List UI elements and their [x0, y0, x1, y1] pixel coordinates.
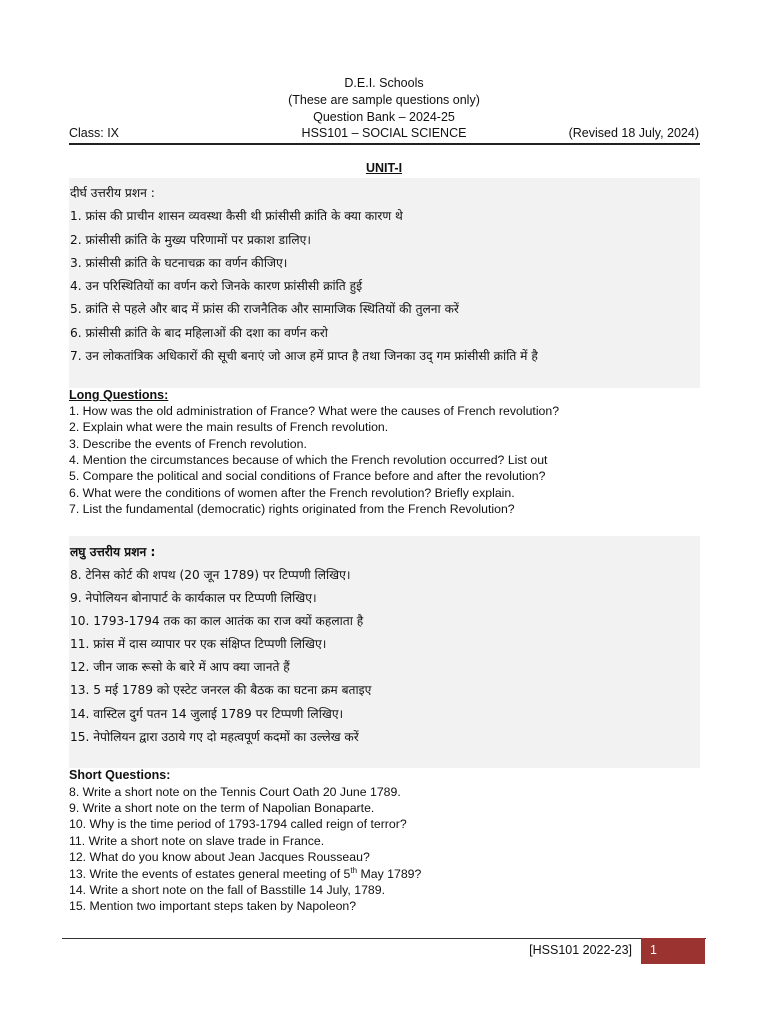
short-question-item: 14. Write a short note on the fall of Basstille 14 July, 1789. [69, 883, 386, 897]
short-questions-heading: Short Questions: [69, 768, 171, 782]
hindi-long-item: 2. फ्रांसीसी क्रांति के मुख्य परिणामों पर प्रकाश डालिए। [70, 233, 312, 247]
hindi-short-questions-block [69, 536, 700, 768]
short-question-text: 13. Write the events of estates general meeting of 5 [69, 867, 351, 882]
hindi-long-questions-block [69, 178, 700, 388]
long-question-item: 2. Explain what were the main results of French revolution. [69, 420, 389, 434]
short-question-item: 11. Write a short note on slave trade in France. [69, 834, 325, 848]
hindi-long-item: 6. फ्रांसीसी क्रांति के बाद महिलाओं की दशा का वर्णन करो [70, 326, 328, 340]
page-number-badge [641, 938, 705, 964]
footer-code: [HSS101 2022-23] [529, 943, 632, 957]
hindi-short-item: 11. फ्रांस में दास व्यापार पर एक संक्षिप्त टिप्पणी लिखिए। [70, 637, 327, 651]
hindi-long-heading: दीर्घ उत्तरीय प्रशन : [70, 186, 155, 200]
question-bank-title: Question Bank – 2024-25 [313, 110, 455, 124]
hindi-short-item: 12. जीन जाक रूसो के बारे में आप क्या जानते हैं [70, 660, 290, 674]
hindi-short-item: 14. वास्टिल दुर्ग पतन 14 जुलाई 1789 पर टिप्पणी लिखिए। [70, 707, 344, 721]
header-divider [69, 143, 700, 145]
school-name: D.E.I. Schools [344, 76, 424, 90]
long-question-item: 3. Describe the events of French revolution. [69, 437, 307, 451]
long-questions-heading: Long Questions: [69, 388, 169, 402]
hindi-short-item: 8. टेनिस कोर्ट की शपथ (20 जून 1789) पर टिप्पणी लिखिए। [70, 568, 351, 582]
short-question-item: 8. Write a short note on the Tennis Court Oath 20 June 1789. [69, 785, 401, 799]
short-question-item [69, 866, 421, 881]
long-question-item: 6. What were the conditions of women after the French revolution? Briefly explain. [69, 486, 515, 500]
hindi-long-item: 3. फ्रांसीसी क्रांति के घटनाचक्र का वर्णन कीजिए। [70, 256, 288, 270]
hindi-long-item: 5. क्रांति से पहले और बाद में फ्रांस की राजनैतिक और सामाजिक स्थितियों की तुलना करें [70, 302, 459, 316]
long-question-item: 1. How was the old administration of France? What were the causes of French revolution? [69, 404, 560, 418]
hindi-short-item: 13. 5 मई 1789 को एस्टेट जनरल की बैठक का घटना क्रम बताइए [70, 683, 372, 697]
short-question-text: May 1789? [357, 867, 422, 882]
course-label: HSS101 – SOCIAL SCIENCE [301, 126, 467, 140]
long-question-item: 7. List the fundamental (democratic) rights originated from the French Revolution? [69, 502, 515, 516]
class-label: Class: IX [69, 126, 120, 140]
short-question-item: 10. Why is the time period of 1793-1794 called reign of terror? [69, 817, 407, 831]
revised-date: (Revised 18 July, 2024) [568, 126, 699, 140]
page-number: 1 [650, 943, 657, 957]
hindi-long-item: 4. उन परिस्थितियों का वर्णन करो जिनके कारण फ्रांसीसी क्रांति हुई [70, 279, 363, 293]
hindi-short-item: 15. नेपोलियन द्वारा उठाये गए दो महत्वपूर्ण कदमों का उल्लेख करें [70, 730, 359, 744]
long-question-item: 5. Compare the political and social conditions of France before and after the revolution? [69, 469, 546, 483]
short-question-item: 12. What do you know about Jean Jacques Rousseau? [69, 850, 370, 864]
hindi-short-item: 9. नेपोलियन बोनापार्ट के कार्यकाल पर टिप्पणी लिखिए। [70, 591, 317, 605]
ordinal-suffix: th [350, 866, 358, 875]
header-row [69, 126, 699, 142]
sample-note: (These are sample questions only) [288, 93, 480, 107]
footer-divider [62, 938, 706, 939]
unit-title: UNIT-I [365, 161, 403, 175]
long-question-item: 4. Mention the circumstances because of which the French revolution occurred? List out [69, 453, 548, 467]
hindi-long-item: 7. उन लोकतांत्रिक अधिकारों की सूची बनाएं जो आज हमें प्राप्त है तथा जिनका उद् गम फ्रांसीसी क्रांति में है [70, 349, 538, 363]
short-question-item: 9. Write a short note on the term of Napolian Bonaparte. [69, 801, 375, 815]
hindi-short-item: 10. 1793-1794 तक का काल आतंक का राज क्यों कहलाता है [70, 614, 364, 628]
short-question-item: 15. Mention two important steps taken by Napoleon? [69, 899, 357, 913]
hindi-long-item: 1. फ्रांस की प्राचीन शासन व्यवस्था कैसी थी फ्रांसीसी क्रांति के क्या कारण थे [70, 209, 403, 223]
hindi-short-heading: लघु उत्तरीय प्रशन : [70, 545, 156, 559]
